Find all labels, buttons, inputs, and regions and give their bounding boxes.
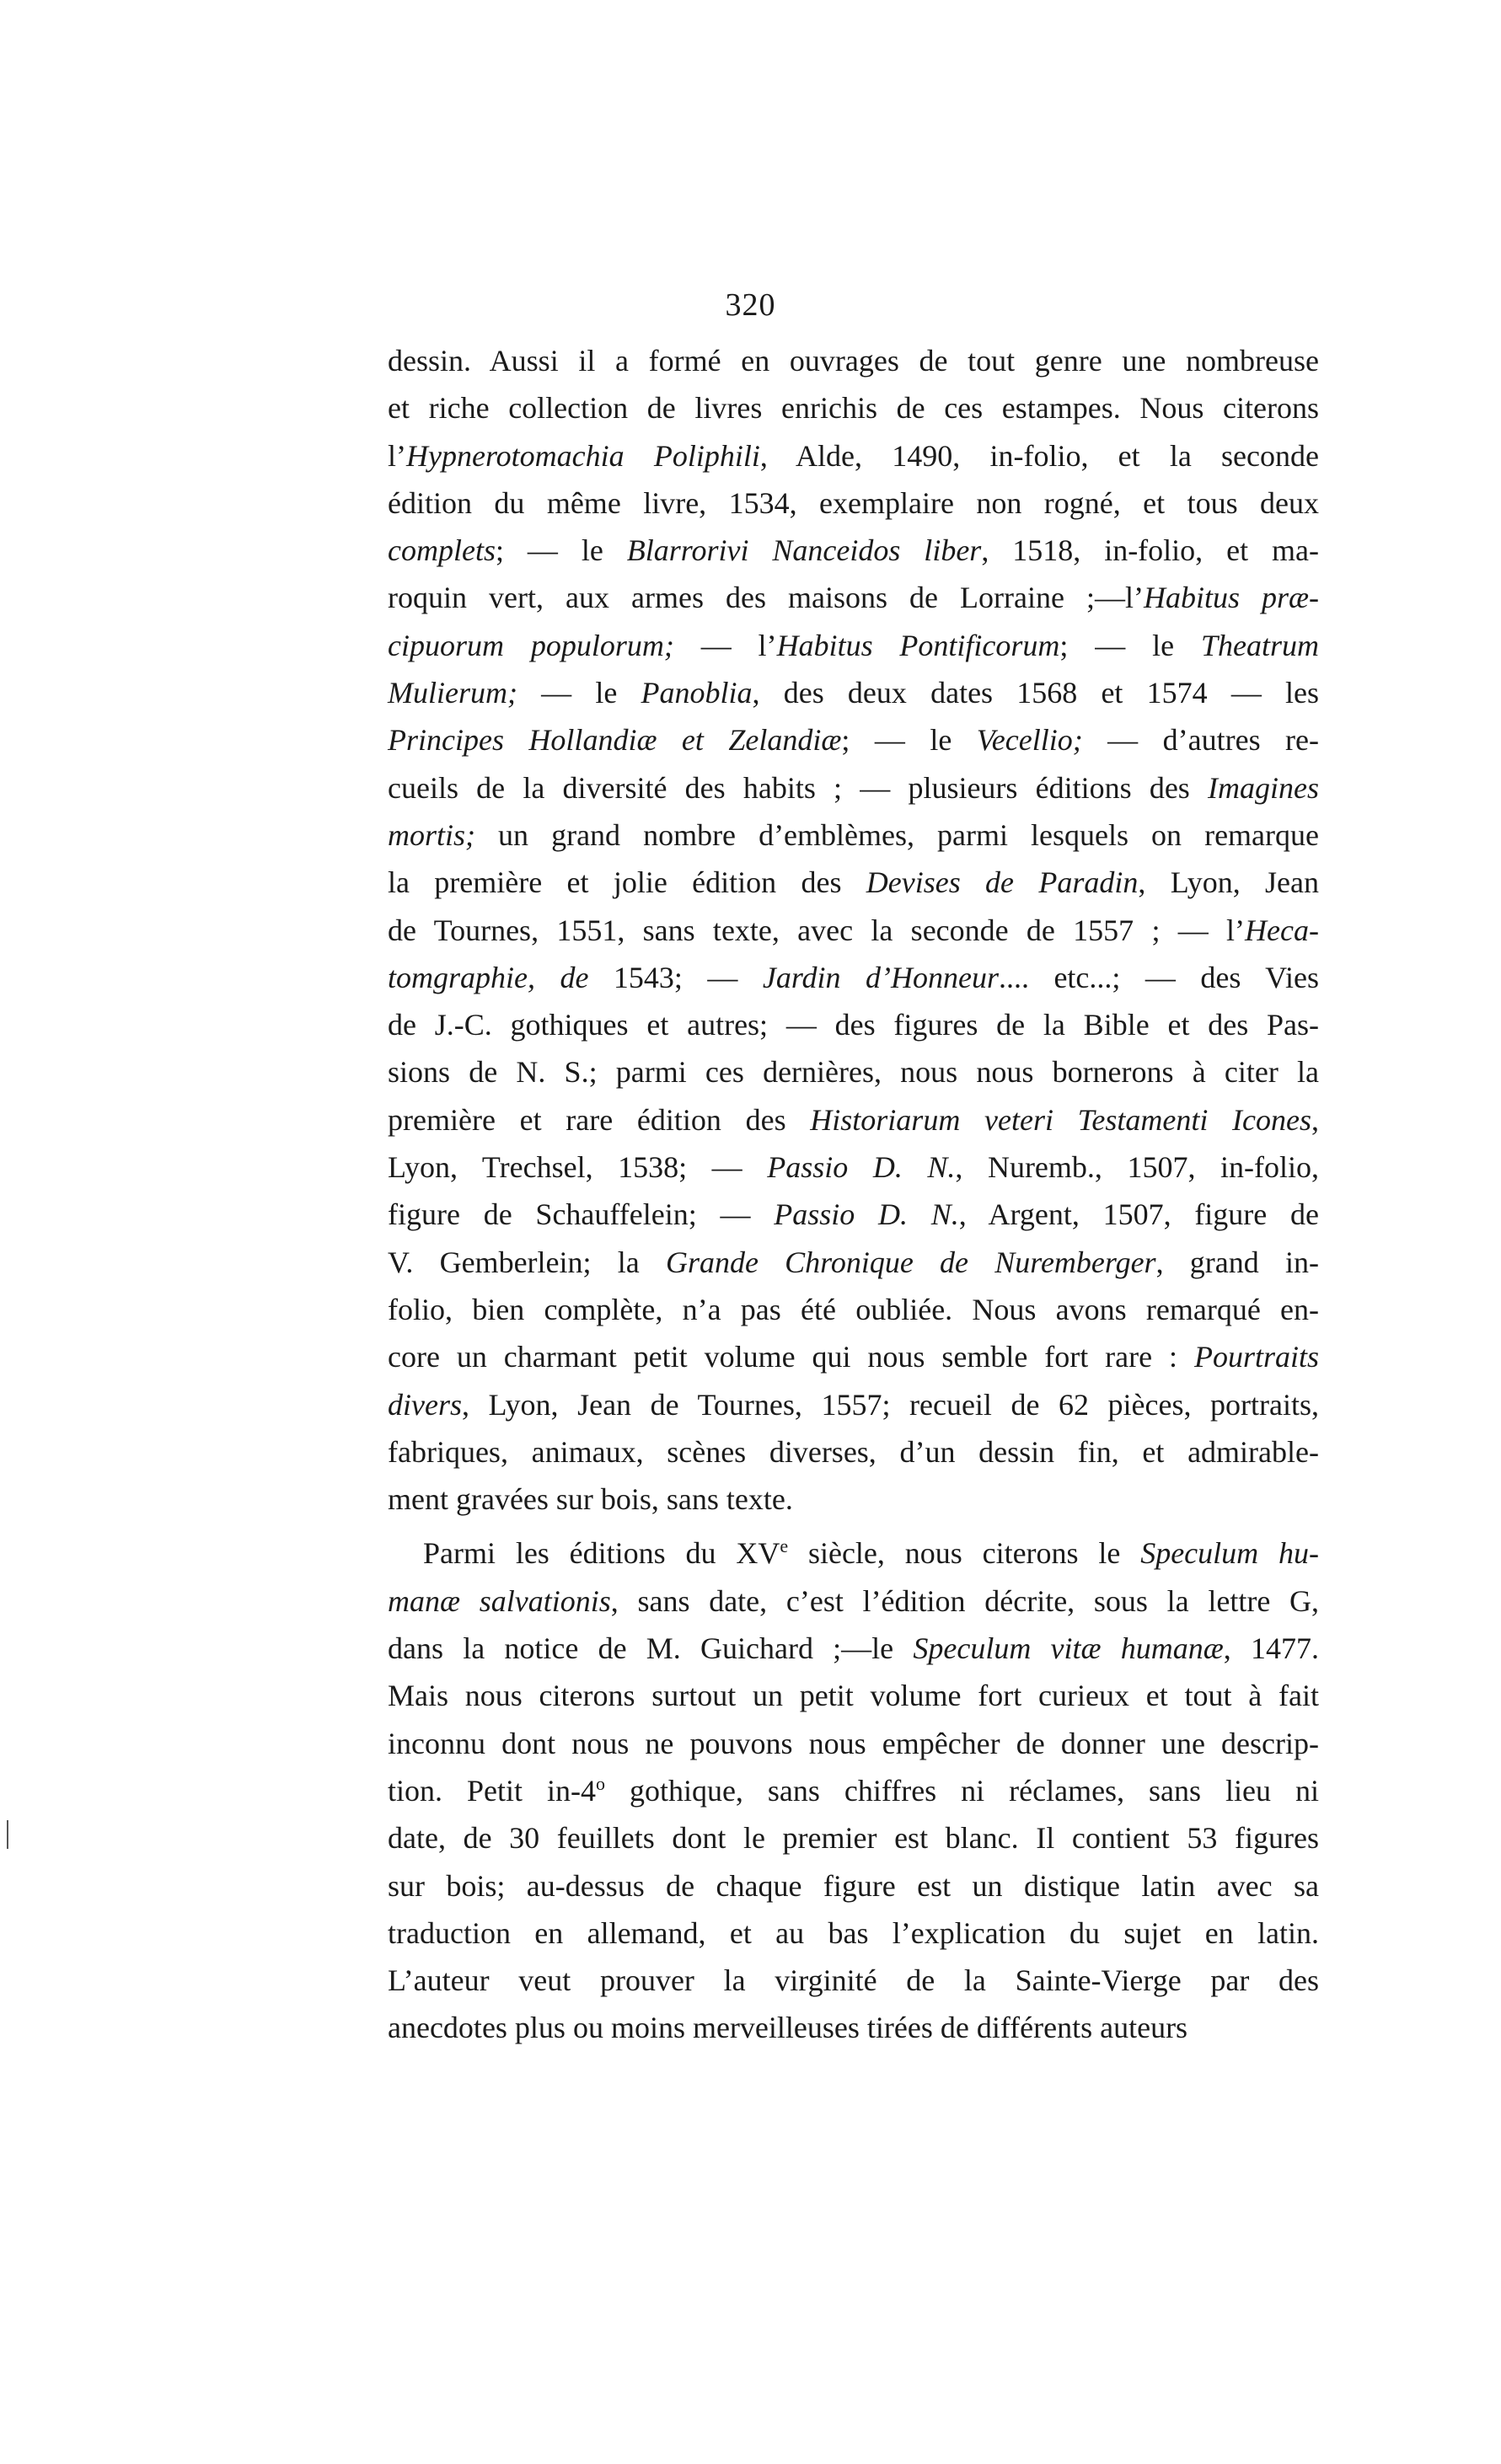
italic-title: Passio D. N. bbox=[767, 1150, 956, 1185]
text-line bbox=[388, 954, 1319, 1001]
text-line bbox=[388, 1476, 1319, 1523]
text-run: — le bbox=[517, 676, 641, 710]
italic-title: Panoblia bbox=[641, 676, 753, 710]
italic-title: Speculum vitæ humanæ bbox=[913, 1631, 1224, 1666]
text-run: , Nuremb., 1507, in-folio, bbox=[955, 1150, 1320, 1185]
text-line bbox=[388, 1001, 1319, 1048]
italic-title: Theatrum bbox=[1200, 628, 1319, 662]
text-run: traduction en allemand, et au bas l’explication du sujet en latin. bbox=[388, 1915, 1319, 1950]
text-line bbox=[388, 1957, 1319, 2004]
text-run: , grand in- bbox=[1155, 1245, 1319, 1279]
text-line bbox=[388, 1910, 1319, 1957]
text-run: .... etc...; — des Vies bbox=[998, 960, 1319, 994]
paragraph-2 bbox=[388, 1529, 1319, 2051]
margin-mark bbox=[7, 1820, 8, 1849]
text-line bbox=[388, 1529, 1319, 1577]
text-run: core un charmant petit volume qui nous semble fort rare : bbox=[388, 1340, 1194, 1374]
text-run: Lyon, Trechsel, 1538; — bbox=[388, 1150, 768, 1185]
italic-title: Speculum hu- bbox=[1140, 1536, 1319, 1571]
text-line bbox=[388, 859, 1319, 906]
text-line bbox=[388, 432, 1319, 479]
text-run: , Alde, 1490, in-folio, et la seconde bbox=[759, 438, 1319, 473]
text-line bbox=[388, 669, 1319, 716]
text-line bbox=[388, 384, 1319, 431]
italic-title: Principes Hollandiæ et Zelandiæ bbox=[388, 723, 842, 758]
text-line bbox=[388, 1428, 1319, 1476]
text-run: roquin vert, aux armes des maisons de Lorraine ;—l’ bbox=[388, 581, 1144, 615]
italic-title: complets bbox=[388, 533, 496, 568]
italic-title: Pourtraits bbox=[1193, 1340, 1319, 1374]
paragraph-gap bbox=[388, 1523, 1319, 1529]
text-run: ; — le bbox=[841, 723, 977, 758]
text-line bbox=[388, 1048, 1319, 1095]
text-run: dessin. Aussi il a formé en ouvrages de tout genre une nombreuse bbox=[388, 344, 1319, 378]
text-run: , 1477. bbox=[1223, 1631, 1319, 1666]
superscript: o bbox=[595, 1772, 605, 1794]
text-line bbox=[388, 1767, 1319, 1814]
text-line bbox=[388, 716, 1319, 763]
text-run: et riche collection de livres enrichis de ces estampes. Nous citerons bbox=[388, 391, 1319, 426]
text-run: — l’ bbox=[673, 628, 777, 662]
text-run: édition du même livre, 1534, exemplaire non rogné, et tous deux bbox=[388, 485, 1319, 520]
text-line bbox=[388, 812, 1319, 859]
text-run: sur bois; au-dessus de chaque figure est un distique latin avec sa bbox=[388, 1868, 1319, 1903]
italic-title: Grande Chronique de Nuremberger bbox=[665, 1245, 1156, 1279]
text-run: figure de Schauffelein; — bbox=[388, 1197, 775, 1232]
text-run: de J.-C. gothiques et autres; — des figures de la Bible et des Pas- bbox=[388, 1008, 1319, 1042]
text-line bbox=[388, 574, 1319, 621]
italic-title: tomgraphie, de bbox=[388, 960, 589, 994]
text-run: la première et jolie édition des bbox=[388, 865, 866, 900]
text-run: cueils de la diversité des habits ; — plusieurs éditions des bbox=[388, 770, 1209, 805]
text-run: , sans date, c’est l’édition décrite, sous la lettre G, bbox=[610, 1583, 1320, 1618]
italic-title: Devises de Paradin bbox=[866, 865, 1139, 900]
italic-title: manæ salvationis bbox=[388, 1583, 611, 1618]
text-run: date, de 30 feuillets dont le premier est blanc. Il contient 53 figures bbox=[388, 1821, 1319, 1856]
italic-title: Historiarum veteri Testamenti Icones bbox=[810, 1102, 1311, 1137]
text-run: Parmi les éditions du XV bbox=[423, 1536, 780, 1571]
italic-title: mortis; bbox=[388, 817, 476, 852]
italic-title: Vecellio; bbox=[976, 723, 1083, 758]
text-run: folio, bien complète, n’a pas été oubliée. Nous avons remarqué en- bbox=[388, 1292, 1319, 1326]
text-run: ment gravées sur bois, sans texte. bbox=[388, 1482, 793, 1517]
text-run: fabriques, animaux, scènes diverses, d’un dessin fin, et admirable- bbox=[388, 1434, 1319, 1469]
paragraph-1 bbox=[388, 337, 1319, 1523]
text-run: dans la notice de M. Guichard ;—le bbox=[388, 1631, 914, 1666]
text-run: — d’autres re- bbox=[1082, 723, 1320, 758]
text-run: inconnu dont nous ne pouvons nous empêcher de donner une descrip- bbox=[388, 1726, 1319, 1760]
text-line bbox=[388, 1286, 1319, 1333]
text-line bbox=[388, 527, 1319, 574]
text-line bbox=[388, 1577, 1319, 1625]
text-run: , 1518, in-folio, et ma- bbox=[981, 533, 1320, 568]
text-run: ; — le bbox=[495, 533, 627, 568]
text-run: tion. Petit in-4 bbox=[388, 1773, 596, 1808]
text-run: sions de N. S.; parmi ces dernières, nous nous bornerons à citer la bbox=[388, 1055, 1319, 1090]
text-line bbox=[388, 2004, 1319, 2051]
text-run: , bbox=[1311, 1102, 1319, 1137]
text-run: , des deux dates 1568 et 1574 — les bbox=[752, 676, 1320, 710]
italic-title: Mulierum; bbox=[388, 676, 517, 710]
text-line bbox=[388, 1814, 1319, 1861]
text-run: V. Gemberlein; la bbox=[388, 1245, 666, 1279]
italic-title: cipuorum populorum; bbox=[388, 628, 674, 662]
text-run: un grand nombre d’emblèmes, parmi lesquels on remarque bbox=[475, 817, 1319, 852]
text-line bbox=[388, 1144, 1319, 1191]
text-run: , Argent, 1507, figure de bbox=[958, 1197, 1319, 1232]
text-line bbox=[388, 1333, 1319, 1380]
italic-title: Habitus Pontificorum bbox=[776, 628, 1060, 662]
text-run: première et rare édition des bbox=[388, 1102, 811, 1137]
italic-title: Heca- bbox=[1245, 913, 1319, 947]
text-line bbox=[388, 1625, 1319, 1672]
text-run: L’auteur veut prouver la virginité de la Sainte-Vierge par des bbox=[388, 1963, 1319, 1998]
text-run: l’ bbox=[388, 438, 406, 473]
text-run: Mais nous citerons surtout un petit volume fort curieux et tout à fait bbox=[388, 1679, 1319, 1713]
text-run: siècle, nous citerons le bbox=[788, 1536, 1141, 1571]
text-line bbox=[388, 1672, 1319, 1719]
text-body bbox=[388, 337, 1319, 2052]
text-run: , Lyon, Jean bbox=[1138, 865, 1319, 900]
text-line bbox=[388, 1239, 1319, 1286]
text-run: anecdotes plus ou moins merveilleuses tirées de différents auteurs bbox=[388, 2011, 1188, 2045]
text-line bbox=[388, 622, 1319, 669]
text-line bbox=[388, 479, 1319, 527]
italic-title: divers bbox=[388, 1387, 462, 1422]
italic-title: Imagines bbox=[1208, 770, 1319, 805]
text-line bbox=[388, 1096, 1319, 1144]
italic-title: Passio D. N. bbox=[774, 1197, 959, 1232]
text-line bbox=[388, 907, 1319, 954]
text-line bbox=[388, 1720, 1319, 1767]
text-run: ; — le bbox=[1059, 628, 1201, 662]
text-run: de Tournes, 1551, sans texte, avec la seconde de 1557 ; — l’ bbox=[388, 913, 1246, 947]
italic-title: Jardin d’Honneur bbox=[762, 960, 999, 994]
text-line bbox=[388, 1862, 1319, 1910]
text-run: 1543; — bbox=[588, 960, 763, 994]
text-line bbox=[388, 337, 1319, 384]
superscript: e bbox=[780, 1535, 789, 1557]
italic-title: Blarrorivi Nanceidos liber bbox=[626, 533, 982, 568]
text-run: , Lyon, Jean de Tournes, 1557; recueil de 62 pièces, portraits, bbox=[461, 1387, 1319, 1422]
italic-title: Hypnerotomachia Poliphili bbox=[406, 438, 760, 473]
page-number: 320 bbox=[725, 287, 776, 323]
text-line bbox=[388, 1381, 1319, 1428]
text-run: gothique, sans chiffres ni réclames, sans lieu ni bbox=[604, 1773, 1319, 1808]
text-line bbox=[388, 764, 1319, 812]
text-line bbox=[388, 1191, 1319, 1238]
italic-title: Habitus præ- bbox=[1143, 581, 1319, 615]
